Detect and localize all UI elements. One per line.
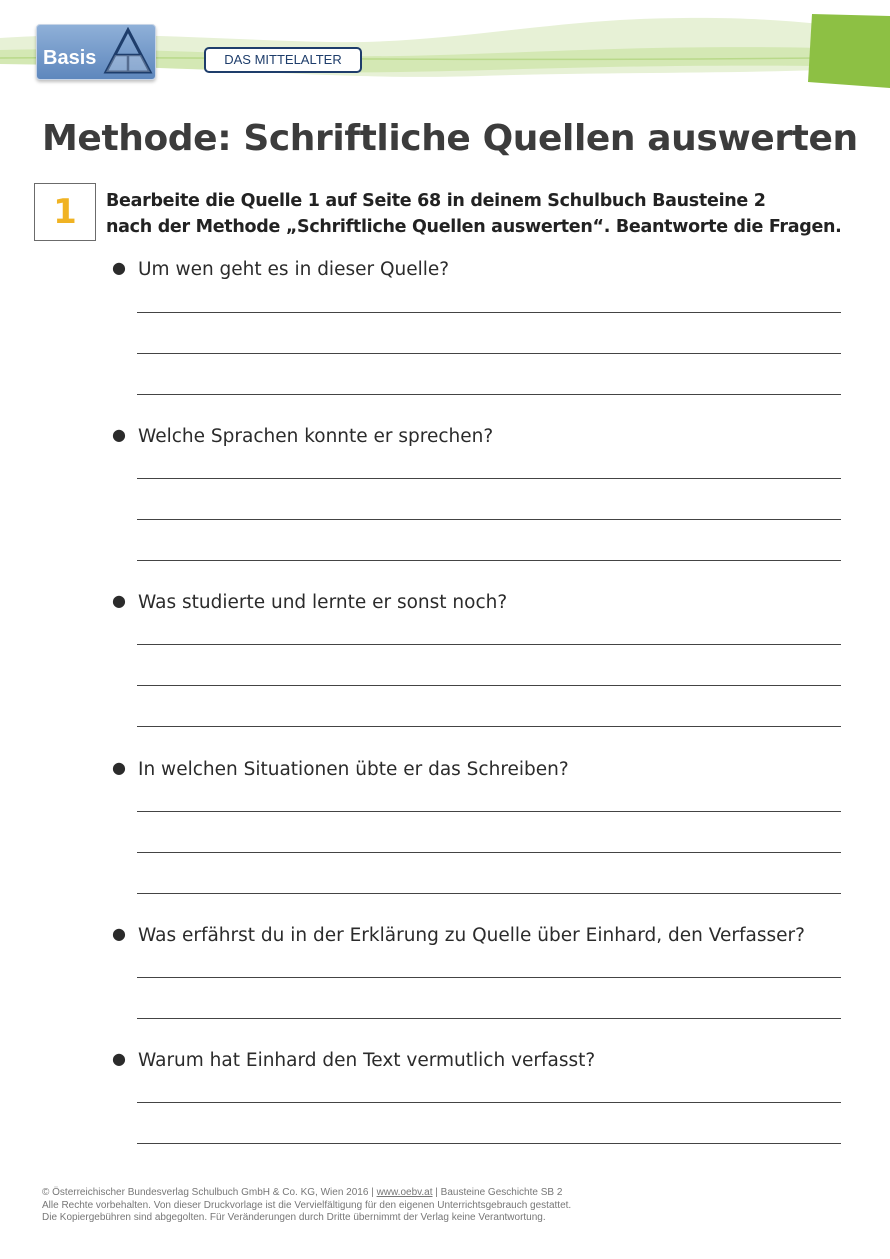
answer-line[interactable]: [137, 685, 841, 686]
task-instruction-line-2: nach der Methode „Schriftliche Quellen auswerten“. Beantworte die Fragen.: [106, 217, 842, 237]
bullet-icon: ●: [112, 758, 126, 777]
question-text: In welchen Situationen übte er das Schreiben?: [138, 759, 569, 780]
task-instruction: [106, 188, 876, 240]
answer-line[interactable]: [137, 519, 841, 520]
question-text: Warum hat Einhard den Text vermutlich verfasst?: [138, 1050, 596, 1071]
footer-line-1: [42, 1187, 862, 1200]
section-tag: DAS MITTELALTER: [204, 47, 362, 73]
logo-text: Basis: [43, 47, 97, 69]
task-number-box: 1: [34, 183, 96, 241]
question-text: Um wen geht es in dieser Quelle?: [138, 259, 450, 280]
publisher-link[interactable]: www.oebv.at: [376, 1187, 433, 1198]
answer-line[interactable]: [137, 353, 841, 354]
bullet-icon: ●: [112, 1049, 126, 1068]
page-title: Methode: Schriftliche Quellen auswerten: [42, 118, 858, 159]
answer-line[interactable]: [137, 811, 841, 812]
question-item: [112, 425, 493, 447]
question-item: [112, 1049, 595, 1071]
question-text: Was erfährst du in der Erklärung zu Quelle über Einhard, den Verfasser?: [138, 925, 805, 946]
task-instruction-line-1: Bearbeite die Quelle 1 auf Seite 68 in deinem Schulbuch Bausteine 2: [106, 191, 766, 211]
answer-line[interactable]: [137, 644, 841, 645]
answer-line[interactable]: [137, 1102, 841, 1103]
bullet-icon: ●: [112, 591, 126, 610]
footer-line-2: Alle Rechte vorbehalten. Von dieser Druckvorlage ist die Vervielfältigung für den eigenen Unterrichtsgebrauch gestattet.: [42, 1199, 572, 1211]
answer-line[interactable]: [137, 560, 841, 561]
answer-line[interactable]: [137, 726, 841, 727]
basis-logo: [36, 24, 156, 80]
bullet-icon: ●: [112, 425, 126, 444]
footer-line-3: Die Kopiergebühren sind abgegolten. Für Veränderungen durch Dritte übernimmt der Verlag keine Verantwortung.: [42, 1212, 546, 1223]
triangle-icon: [103, 27, 153, 77]
question-text: Was studierte und lernte er sonst noch?: [138, 592, 508, 613]
answer-line[interactable]: [137, 394, 841, 395]
answer-line[interactable]: [137, 977, 841, 978]
footer-book: | Bausteine Geschichte SB 2: [432, 1187, 563, 1198]
bullet-icon: ●: [112, 924, 126, 943]
answer-line[interactable]: [137, 893, 841, 894]
question-item: [112, 758, 569, 780]
question-item: [112, 924, 805, 946]
answer-line[interactable]: [137, 312, 841, 313]
question-item: [112, 591, 507, 613]
bullet-icon: ●: [112, 258, 126, 277]
question-text: Welche Sprachen konnte er sprechen?: [138, 426, 494, 447]
footer: [42, 1187, 862, 1225]
answer-line[interactable]: [137, 1018, 841, 1019]
answer-line[interactable]: [137, 1143, 841, 1144]
footer-copyright: © Österreichischer Bundesverlag Schulbuch GmbH & Co. KG, Wien 2016 |: [42, 1187, 377, 1198]
question-item: [112, 258, 449, 280]
answer-line[interactable]: [137, 478, 841, 479]
answer-line[interactable]: [137, 852, 841, 853]
